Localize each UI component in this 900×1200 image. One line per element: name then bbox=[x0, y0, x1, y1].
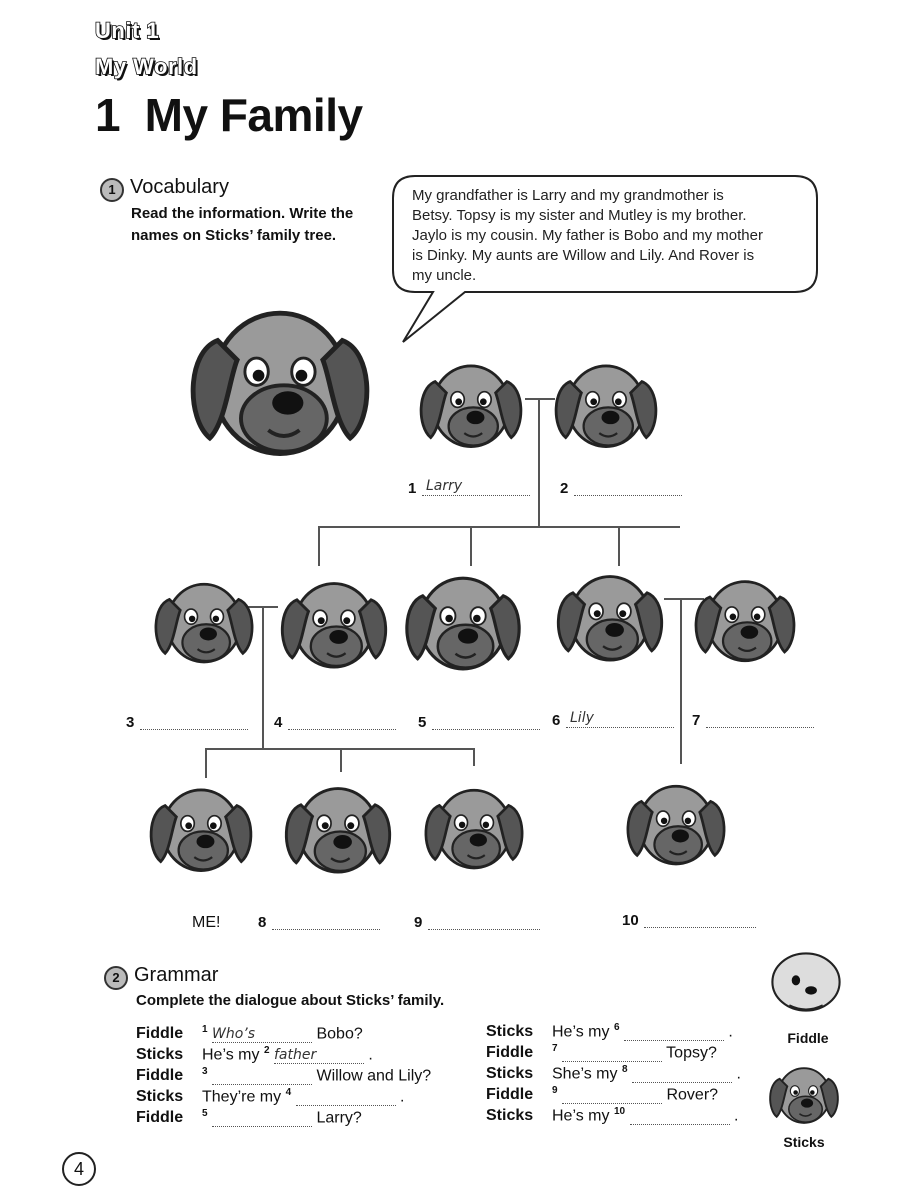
dialogue-blank-10[interactable] bbox=[630, 1108, 730, 1125]
answer-blank-2[interactable] bbox=[574, 478, 682, 496]
speaker: Fiddle bbox=[486, 1044, 534, 1062]
blank-number: 4 bbox=[274, 714, 283, 731]
section-1-number: 1 bbox=[100, 178, 124, 202]
speech-bubble-text bbox=[412, 186, 812, 286]
sticks-small-dog-illustration bbox=[766, 1054, 842, 1134]
sticks-dog-illustration bbox=[170, 282, 390, 477]
mother-dog-illustration bbox=[150, 562, 258, 680]
dialogue-text: . bbox=[400, 1088, 405, 1106]
section-1-instruction-line1: Read the information. Write the bbox=[131, 205, 354, 222]
blank-number: 5 bbox=[202, 1108, 208, 1119]
blank-number: 4 bbox=[285, 1087, 292, 1098]
dialogue-blank-5[interactable] bbox=[212, 1110, 312, 1127]
speaker: Sticks bbox=[136, 1088, 184, 1106]
dialogue-text: He’s my bbox=[202, 1046, 260, 1064]
dialogue-blank-6[interactable] bbox=[624, 1024, 724, 1041]
speaker: Fiddle bbox=[136, 1109, 184, 1127]
blank-number: 9 bbox=[414, 914, 423, 931]
answer-blank-3[interactable] bbox=[140, 712, 248, 730]
speaker: Sticks bbox=[486, 1107, 534, 1125]
speaker: Sticks bbox=[136, 1046, 184, 1064]
answer-blank-6[interactable]: Lily bbox=[566, 710, 674, 728]
dialogue-text: . bbox=[736, 1065, 741, 1083]
fiddle-dog-illustration bbox=[758, 940, 854, 1024]
aunt-willow-dog-illustration bbox=[400, 556, 526, 686]
dialogue-text: He’s my bbox=[552, 1107, 610, 1125]
dialogue-blank-8[interactable] bbox=[632, 1066, 732, 1083]
fiddle-label: Fiddle bbox=[787, 1030, 829, 1046]
page-title: 1 My Family bbox=[95, 89, 363, 141]
blank-number: 7 bbox=[552, 1043, 558, 1054]
sibling-dog-illustration bbox=[420, 764, 528, 890]
section-1-instruction-line2: names on Sticks’ family tree. bbox=[131, 227, 337, 244]
dialogue-text: Larry? bbox=[316, 1109, 362, 1127]
sticks-label: Sticks bbox=[783, 1134, 825, 1150]
dialogue-line bbox=[486, 1064, 741, 1086]
dialogue-line bbox=[486, 1106, 738, 1128]
speaker: Sticks bbox=[486, 1065, 534, 1083]
dialogue-blank-9[interactable] bbox=[562, 1087, 662, 1104]
speaker: Fiddle bbox=[136, 1067, 184, 1085]
unit-subtitle: My World bbox=[95, 54, 198, 79]
tree-line bbox=[680, 598, 682, 764]
blank-number: 8 bbox=[258, 914, 267, 931]
section-2-number: 2 bbox=[104, 966, 128, 990]
dialogue-text: Topsy? bbox=[666, 1044, 717, 1062]
page-number: 4 bbox=[62, 1152, 96, 1186]
dialogue-line bbox=[136, 1108, 362, 1130]
dialogue-line bbox=[486, 1043, 717, 1065]
section-2-title: Grammar bbox=[134, 964, 219, 986]
dialogue-text: . bbox=[368, 1046, 373, 1064]
blank-number: 10 bbox=[613, 1106, 626, 1117]
me-label: ME! bbox=[192, 914, 221, 931]
answer-blank-9[interactable] bbox=[428, 912, 540, 930]
dialogue-text: She’s my bbox=[552, 1065, 618, 1083]
blank-number: 2 bbox=[560, 480, 569, 497]
answer-blank-8[interactable] bbox=[272, 912, 380, 930]
bubble-line: is Dinky. My aunts are Willow and Lily. And Rover is bbox=[412, 247, 755, 264]
me-dog-illustration bbox=[142, 772, 260, 884]
dialogue-blank-1[interactable]: Who’s bbox=[212, 1026, 312, 1043]
answer-blank-7[interactable] bbox=[706, 710, 814, 728]
dialogue-line bbox=[136, 1087, 405, 1109]
section-1-title: Vocabulary bbox=[130, 176, 229, 198]
aunt-lily-dog-illustration bbox=[552, 548, 668, 684]
cousin-dog-illustration bbox=[622, 764, 730, 882]
blank-number: 10 bbox=[622, 912, 639, 929]
dialogue-text: Bobo? bbox=[316, 1025, 363, 1043]
tree-line bbox=[262, 606, 264, 750]
dialogue-line bbox=[486, 1085, 718, 1107]
grandmother-dog-illustration bbox=[550, 340, 662, 468]
sibling-dog-illustration bbox=[276, 770, 400, 886]
answer-blank-4[interactable] bbox=[288, 712, 396, 730]
dialogue-text: They’re my bbox=[202, 1088, 282, 1106]
bubble-line: My grandfather is Larry and my grandmother is bbox=[412, 187, 724, 204]
answer-blank-10[interactable] bbox=[644, 910, 756, 928]
bubble-line: Jaylo is my cousin. My father is Bobo and my mother bbox=[412, 227, 763, 244]
tree-line bbox=[318, 526, 680, 528]
dialogue-blank-4[interactable] bbox=[296, 1089, 396, 1106]
unit-label: Unit 1 bbox=[95, 18, 160, 43]
dialogue-text: Willow and Lily? bbox=[316, 1067, 432, 1085]
dialogue-blank-7[interactable] bbox=[562, 1045, 662, 1062]
tree-line bbox=[538, 398, 540, 526]
blank-number: 6 bbox=[613, 1022, 620, 1033]
dialogue-blank-2[interactable]: father bbox=[274, 1047, 364, 1064]
dialogue-blank-3[interactable] bbox=[212, 1068, 312, 1085]
blank-number: 7 bbox=[692, 712, 701, 729]
father-dog-illustration bbox=[276, 560, 392, 686]
blank-number: 3 bbox=[202, 1066, 208, 1077]
blank-number: 9 bbox=[552, 1085, 558, 1096]
dialogue-text: . bbox=[728, 1023, 733, 1041]
speaker: Fiddle bbox=[136, 1025, 184, 1043]
answer-blank-1[interactable]: Larry bbox=[422, 478, 530, 496]
bubble-line: Betsy. Topsy is my sister and Mutley is my brother. bbox=[412, 207, 747, 224]
tree-line bbox=[340, 748, 342, 772]
bubble-line: my uncle. bbox=[412, 267, 477, 284]
speaker: Fiddle bbox=[486, 1086, 534, 1104]
blank-number: 1 bbox=[408, 480, 417, 497]
section-2-instruction: Complete the dialogue about Sticks’ family. bbox=[136, 992, 445, 1009]
blank-number: 5 bbox=[418, 714, 427, 731]
dialogue-line bbox=[486, 1022, 733, 1044]
dialogue-text: . bbox=[733, 1107, 739, 1125]
speaker: Sticks bbox=[486, 1023, 534, 1041]
blank-number: 3 bbox=[126, 714, 135, 731]
dialogue-text: Rover? bbox=[666, 1086, 719, 1104]
dialogue-line bbox=[136, 1066, 431, 1088]
blank-number: 2 bbox=[263, 1045, 270, 1056]
blank-number: 1 bbox=[202, 1024, 208, 1035]
uncle-rover-dog-illustration bbox=[690, 556, 800, 682]
dialogue-line bbox=[136, 1024, 363, 1046]
blank-number: 6 bbox=[552, 712, 561, 729]
answer-blank-5[interactable] bbox=[432, 712, 540, 730]
grandfather-dog-illustration bbox=[415, 340, 527, 468]
dialogue-text: He’s my bbox=[552, 1023, 610, 1041]
blank-number: 8 bbox=[621, 1064, 628, 1075]
dialogue-line bbox=[136, 1045, 373, 1067]
